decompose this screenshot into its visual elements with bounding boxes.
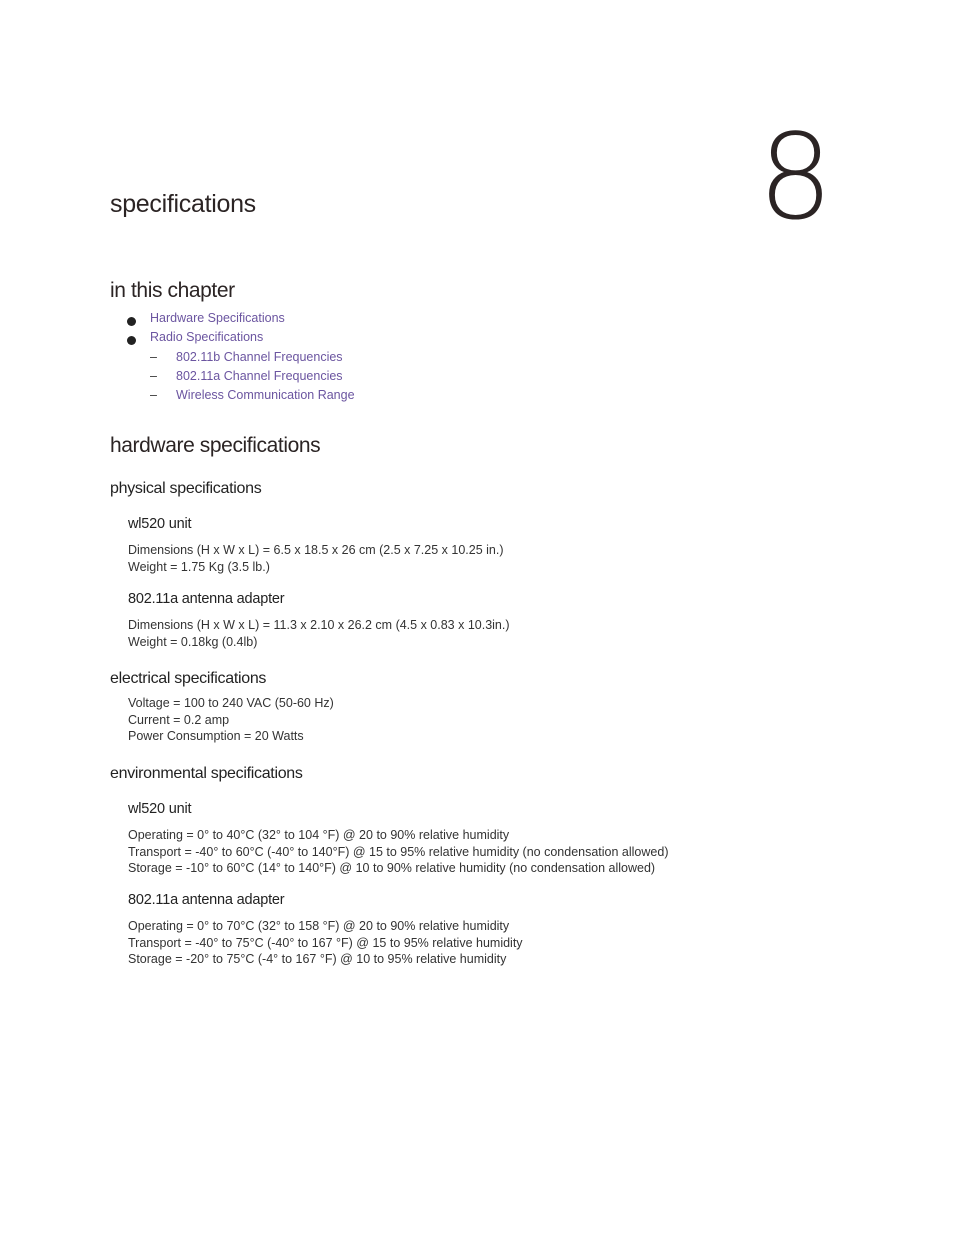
section-heading-hardware: hardware specifications xyxy=(110,434,321,457)
electrical-specs xyxy=(128,695,334,745)
spec-line: Storage = -20° to 75°C (-4° to 167 °F) @ 10 to 95% relative humidity xyxy=(128,952,507,966)
spec-line: Voltage = 100 to 240 VAC (50-60 Hz) xyxy=(128,696,334,710)
toc-link-radio-specifications[interactable]: Radio Specifications xyxy=(150,330,264,344)
spec-line: Power Consumption = 20 Watts xyxy=(128,729,304,743)
dash-icon: – xyxy=(150,369,157,383)
spec-line: Dimensions (H x W x L) = 11.3 x 2.10 x 26.2 cm (4.5 x 0.83 x 10.3in.) xyxy=(128,618,510,632)
spec-line: Storage = -10° to 60°C (14° to 140°F) @ 10 to 90% relative humidity (no condensation allowed) xyxy=(128,861,656,875)
spec-line: Transport = -40° to 60°C (-40° to 140°F) @ 15 to 95% relative humidity (no condensation allowed) xyxy=(128,844,669,859)
physical-unit-specs xyxy=(128,542,504,575)
heading-physical-adapter: 802.11a antenna adapter xyxy=(128,591,285,607)
spec-line: Transport = -40° to 75°C (-40° to 167 °F) @ 15 to 95% relative humidity xyxy=(128,935,523,950)
spec-line: Dimensions (H x W x L) = 6.5 x 18.5 x 26 cm (2.5 x 7.25 x 10.25 in.) xyxy=(128,543,504,557)
spec-line: Weight = 1.75 Kg (3.5 lb.) xyxy=(128,559,270,574)
spec-line: Weight = 0.18kg (0.4lb) xyxy=(128,634,258,649)
spec-line: Operating = 0° to 40°C (32° to 104 °F) @ 20 to 90% relative humidity xyxy=(128,828,510,842)
spec-line: Current = 0.2 amp xyxy=(128,712,230,727)
subsection-heading-physical: physical specifications xyxy=(110,480,262,497)
subsection-heading-environmental: environmental specifications xyxy=(110,765,303,782)
chapter-title: specifications xyxy=(110,190,256,218)
bullet-icon xyxy=(127,317,136,326)
spec-line: Operating = 0° to 70°C (32° to 158 °F) @ 20 to 90% relative humidity xyxy=(128,919,510,933)
environmental-unit-specs xyxy=(128,827,668,877)
subsection-heading-electrical: electrical specifications xyxy=(110,670,267,687)
toc-link-hardware-specifications[interactable]: Hardware Specifications xyxy=(150,311,285,325)
toc-link-80211a-channel-frequencies[interactable]: 802.11a Channel Frequencies xyxy=(176,369,343,383)
toc-link-wireless-communication-range[interactable]: Wireless Communication Range xyxy=(176,388,355,402)
heading-physical-unit: wl520 unit xyxy=(128,516,192,532)
toc-link-80211b-channel-frequencies[interactable]: 802.11b Channel Frequencies xyxy=(176,350,343,364)
heading-environmental-adapter: 802.11a antenna adapter xyxy=(128,892,285,908)
chapter-number: 8 xyxy=(758,108,834,246)
environmental-adapter-specs xyxy=(128,918,523,968)
physical-adapter-specs xyxy=(128,617,510,650)
dash-icon: – xyxy=(150,388,157,402)
toc-heading: in this chapter xyxy=(110,279,235,302)
heading-environmental-unit: wl520 unit xyxy=(128,801,192,817)
dash-icon: – xyxy=(150,350,157,364)
bullet-icon xyxy=(127,336,136,345)
